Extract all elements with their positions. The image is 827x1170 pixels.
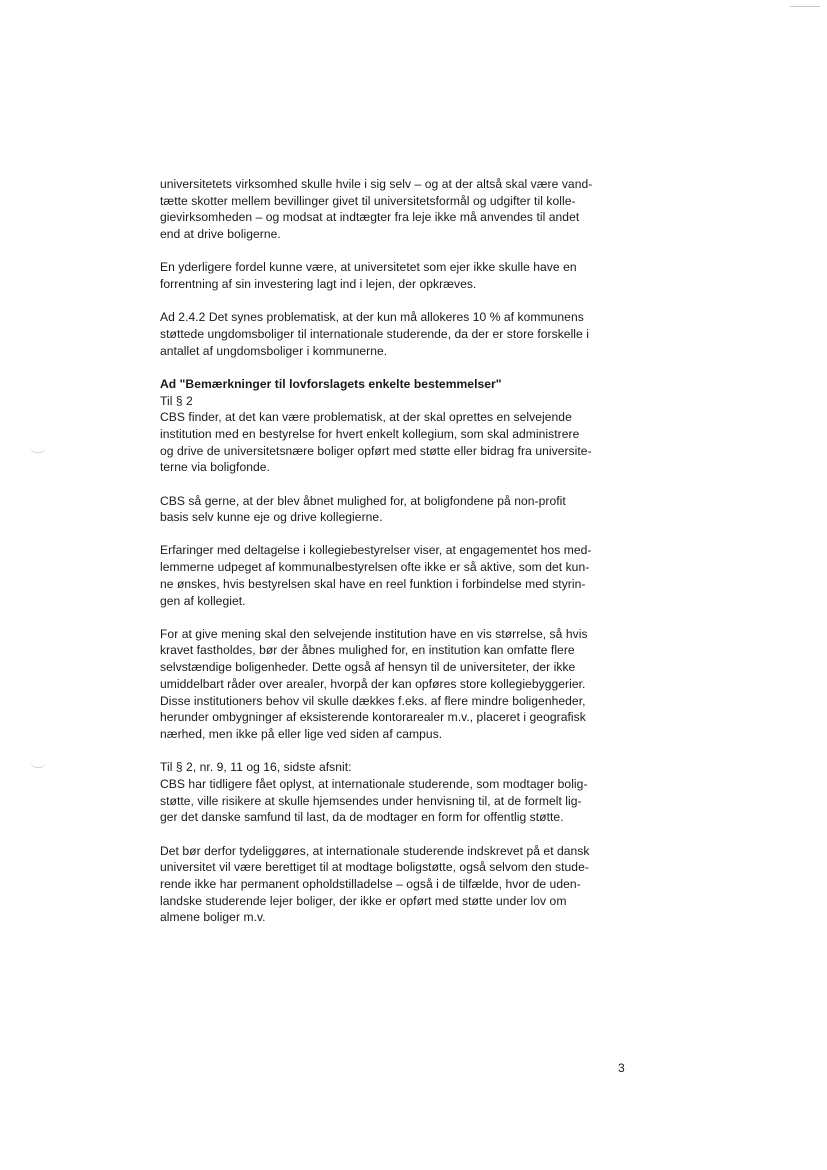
text-line: ger det danske samfund til last, da de modtager en form for offentlig støtte. [160, 810, 564, 825]
text-line: For at give mening skal den selvejende institution have en vis størrelse, så hvis [160, 626, 588, 641]
text-line: CBS finder, at det kan være problematisk, at der skal oprettes en selvejende [160, 410, 572, 425]
text-line: tætte skotter mellem bevillinger givet til universitetsformål og udgifter til kolle- [160, 193, 576, 208]
text-line: basis selv kunne eje og drive kollegierne. [160, 510, 383, 525]
text-line: kravet fastholdes, bør der åbnes mulighed for, en institution kan omfatte flere [160, 643, 575, 658]
text-line: støttede ungdomsboliger til internationale studerende, da der er store forskelle i [160, 326, 589, 341]
text-line: selvstændige boligenheder. Dette også af hensyn til de universiteter, der ikke [160, 660, 576, 675]
text-line: Erfaringer med deltagelse i kollegiebestyrelser viser, at engagementet hos med- [160, 543, 592, 558]
paragraph [160, 493, 635, 526]
text-line: Disse institutioners behov vil skulle dækkes f.eks. af flere mindre boligenheder, [160, 693, 586, 708]
text-line: forrentning af sin investering lagt ind i lejen, der opkræves. [160, 277, 477, 292]
text-line: almene boliger m.v. [160, 910, 266, 925]
hole-punch-mark [30, 761, 46, 768]
paragraph [160, 542, 635, 609]
section [160, 376, 635, 476]
text-line: institution med en bestyrelse for hvert enkelt kollegium, som skal administrere [160, 426, 580, 441]
text-line: end at drive boligerne. [160, 227, 281, 242]
text-line: CBS så gerne, at der blev åbnet mulighed for, at boligfondene på non-profit [160, 493, 566, 508]
text-line: nærhed, men ikke på eller lige ved siden af campus. [160, 726, 443, 741]
paragraph [160, 843, 635, 927]
paragraph [160, 259, 635, 292]
text-line: gen af kollegiet. [160, 593, 246, 608]
text-line: universitetets virksomhed skulle hvile i sig selv – og at der altså skal være vand- [160, 177, 593, 191]
hole-punch-mark [30, 446, 46, 453]
text-line: rende ikke har permanent opholdstilladelse – også i de tilfælde, hvor de uden- [160, 876, 581, 891]
text-line: umiddelbart råder over arealer, hvorpå der kan opføres store kollegiebyggerier. [160, 676, 586, 691]
scan-edge-mark [790, 6, 820, 7]
paragraph [160, 626, 635, 743]
document-body [160, 176, 635, 943]
text-line: CBS har tidligere fået oplyst, at internationale studerende, som modtager bolig- [160, 776, 588, 791]
text-line: ne ønskes, hvis bestyrelsen skal have en reel funktion i forbindelse med styrin- [160, 576, 586, 591]
section-heading: Ad "Bemærkninger til lovforslagets enkelte bestemmelser" [160, 376, 502, 391]
text-line: støtte, ville risikere at skulle hjemsendes under henvisning til, at de formelt lig- [160, 793, 582, 808]
text-line: Til § 2, nr. 9, 11 og 16, sidste afsnit: [160, 760, 352, 775]
text-line: og drive de universitetsnære boliger opført med støtte eller bidrag fra universite- [160, 443, 592, 458]
text-line: En yderligere fordel kunne være, at universitetet som ejer ikke skulle have en [160, 260, 577, 275]
text-line: Ad 2.4.2 Det synes problematisk, at der kun må allokeres 10 % af kommunens [160, 310, 584, 325]
page-number: 3 [618, 1061, 625, 1075]
text-line: antallet af ungdomsboliger i kommunerne. [160, 343, 388, 358]
text-line: landske studerende lejer boliger, der ikke er opført med støtte under lov om [160, 893, 567, 908]
text-line: gievirksomheden – og modsat at indtægter fra leje ikke må anvendes til andet [160, 210, 580, 225]
text-line: lemmerne udpeget af kommunalbestyrelsen ofte ikke er så aktive, som det kun- [160, 560, 590, 575]
paragraph [160, 176, 635, 243]
paragraph [160, 309, 635, 359]
section-subheading: Til § 2 [160, 393, 193, 408]
paragraph [160, 759, 635, 826]
text-line: universitet vil være berettiget til at modtage boligstøtte, også selvom den stude- [160, 860, 589, 875]
text-line: herunder ombygninger af eksisterende kontorarealer m.v., placeret i geografisk [160, 710, 586, 725]
text-line: terne via boligfonde. [160, 460, 270, 475]
text-line: Det bør derfor tydeliggøres, at internationale studerende indskrevet på et dansk [160, 843, 590, 858]
